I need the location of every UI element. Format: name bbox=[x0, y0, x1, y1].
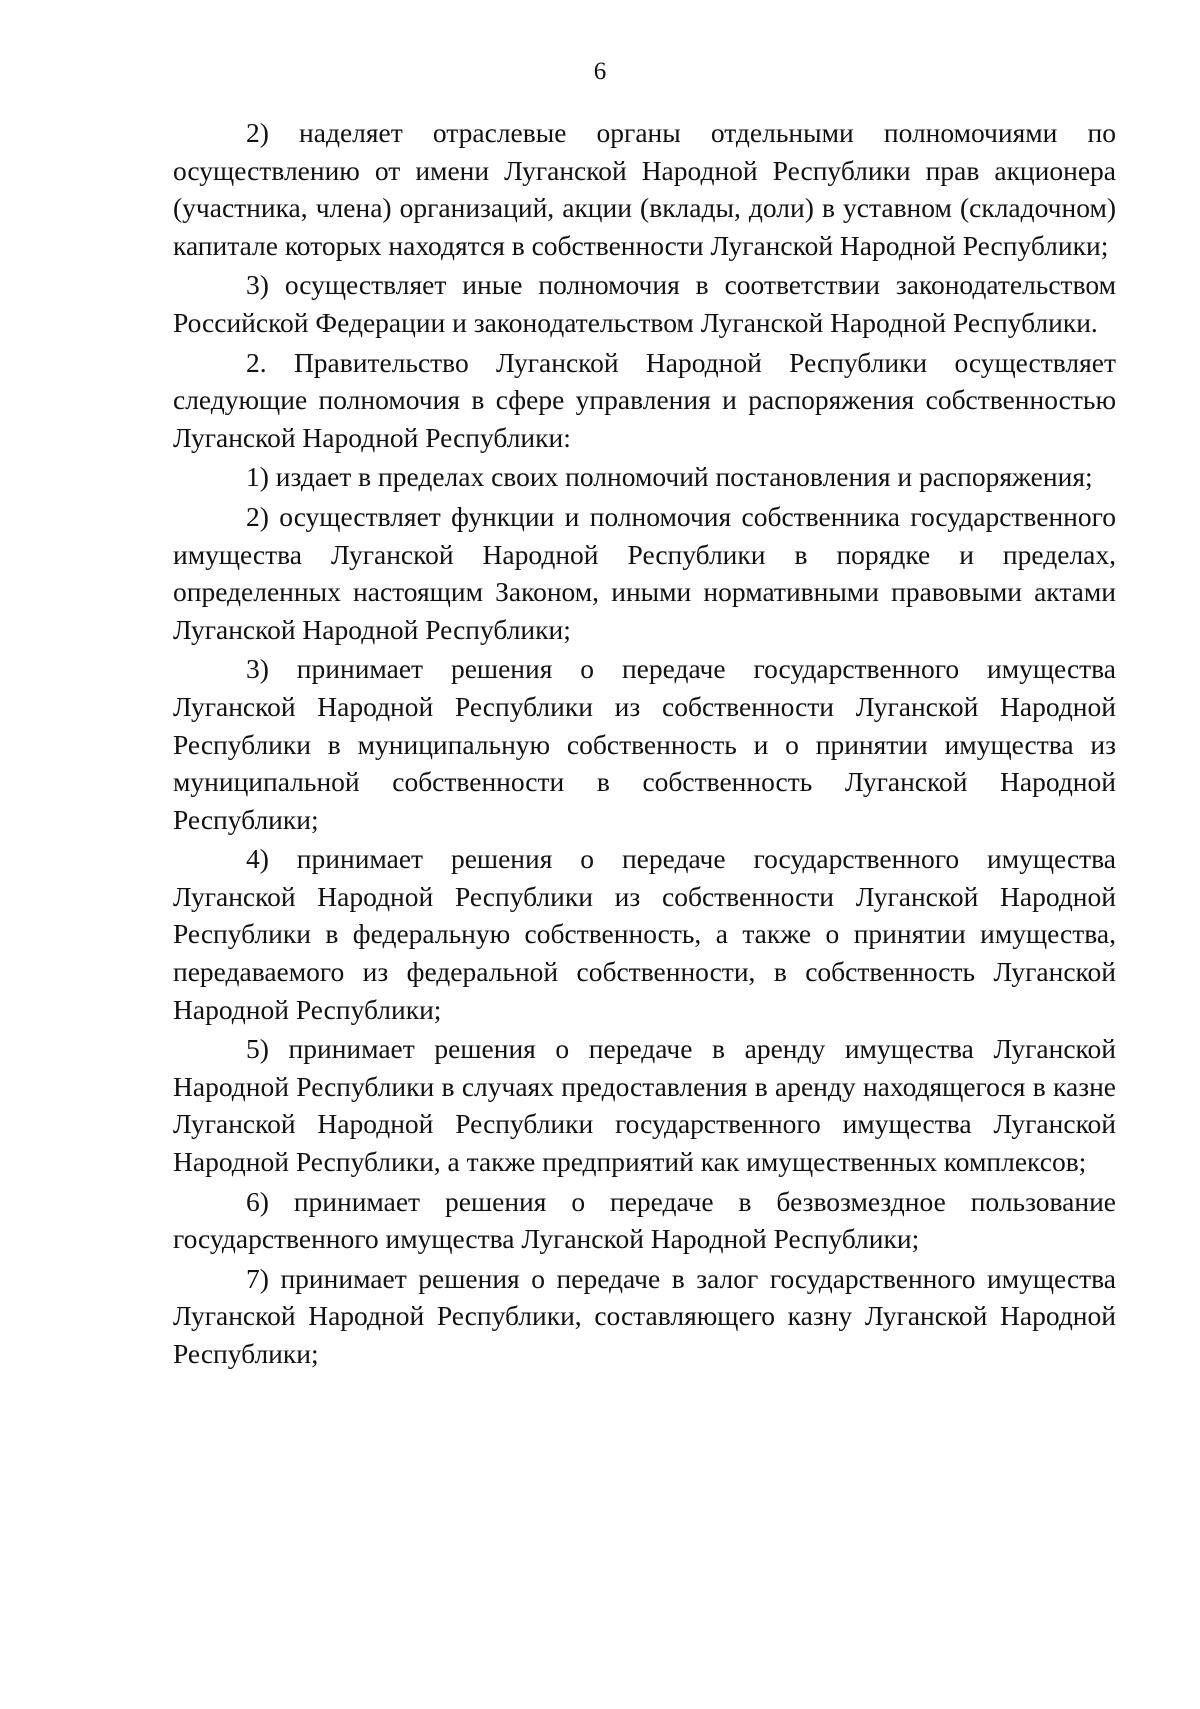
paragraph-item-3-municipal-transfer: 3) принимает решения о передаче государственного имущества Луганской Народной Республики из собственности Луганской Народной Республики в муниципальную собственность и о принятии имущества из муниципальной собственности в собственность Луганской Народной Республики; bbox=[173, 653, 1116, 835]
paragraph-item-4-federal-transfer: 4) принимает решения о передаче государственного имущества Луганской Народной Республики из собственности Луганской Народной Республики в федеральную собственность, а также о принятии имущества, передаваемого из федеральной собственности, в собственность Луганской Народной Республики; bbox=[173, 843, 1116, 1025]
page-number: 6 bbox=[593, 58, 607, 85]
paragraph-item-1-resolutions: 1) издает в пределах своих полномочий постановления и распоряжения; bbox=[246, 461, 1093, 493]
paragraph-item-7-pledge: 7) принимает решения о передаче в залог государственного имущества Луганской Народной Республики, составляющего казну Луганской Народной Республики; bbox=[173, 1262, 1116, 1369]
document-body bbox=[173, 114, 1116, 1375]
paragraph-section-2-government-powers: 2. Правительство Луганской Народной Республики осуществляет следующие полномочия в сфере управления и распоряжения собственностью Луганской Народной Республики: bbox=[173, 346, 1116, 453]
paragraph-item-2-owner-functions: 2) осуществляет функции и полномочия собственника государственного имущества Луганской Народной Республики в порядке и пределах, определенных настоящим Законом, иными нормативными правовыми актами Луганской Народной Республики; bbox=[173, 500, 1116, 645]
paragraph-item-5-lease: 5) принимает решения о передаче в аренду имущества Луганской Народной Республики в случаях предоставления в аренду находящегося в казне Луганской Народной Республики государственного имущества Луганской Народной Республики, а также предприятий как имущественных комплексов; bbox=[173, 1033, 1116, 1178]
paragraph-item-6-free-use: 6) принимает решения о передаче в безвозмездное пользование государственного имущества Луганской Народной Республики; bbox=[173, 1185, 1116, 1255]
paragraph-item-2-share-rights: 2) наделяет отраслевые органы отдельными полномочиями по осуществлению от имени Луганской Народной Республики прав акционера (участника, члена) организаций, акции (вклады, доли) в уставном (складочном) капитале которых находятся в собственности Луганской Народной Республики; bbox=[173, 117, 1116, 261]
paragraph-item-3-other-powers: 3) осуществляет иные полномочия в соответствии законодательством Российской Федерации и законодательством Луганской Народной Республики. bbox=[173, 269, 1116, 338]
